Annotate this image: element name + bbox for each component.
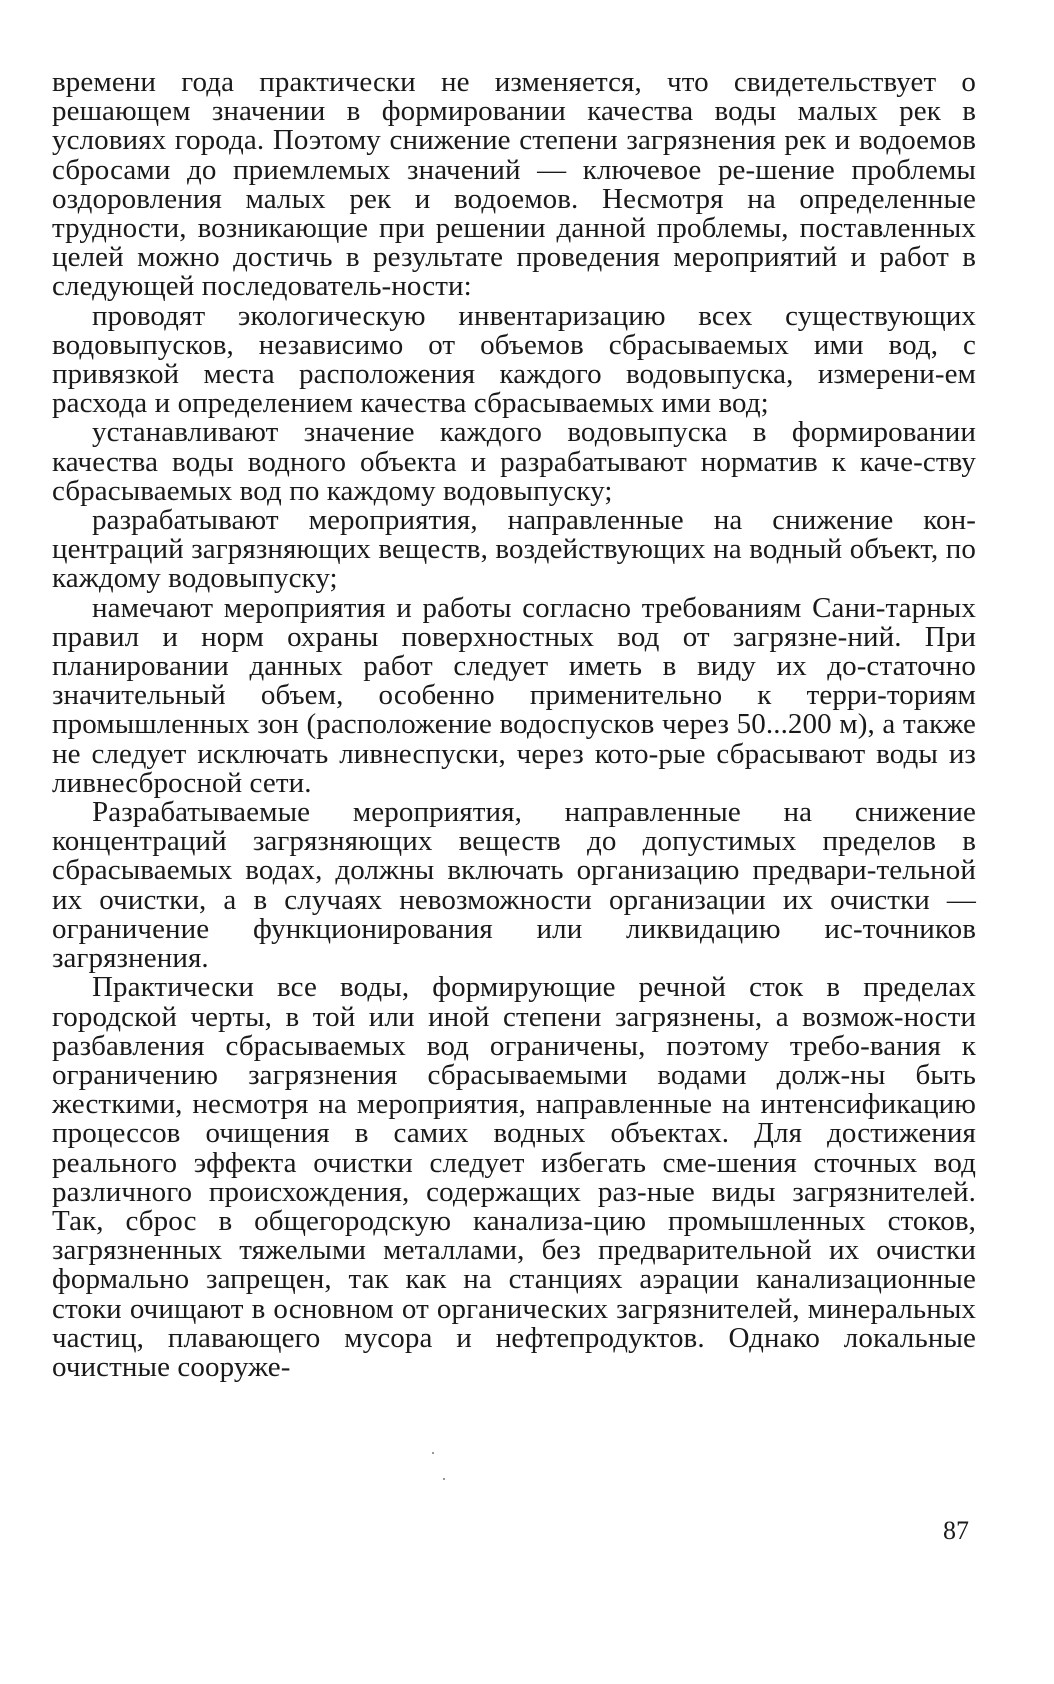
list-item-measures: разрабатывают мероприятия, направленные на снижение кон-центраций загрязняющих веществ, воздействующих на водный объект, по каждому водовыпуску; — [52, 504, 976, 595]
page-body — [52, 68, 976, 1382]
list-item-standard: устанавливают значение каждого водовыпуска в формировании качества воды водного объекта и разрабатывают норматив к каче-ству сбрасываемых вод по каждому водовыпуску; — [52, 416, 976, 507]
scan-speck — [443, 1478, 445, 1480]
list-item-works: намечают мероприятия и работы согласно требованиям Сани-тарных правил и норм охраны поверхностных вод от загрязне-ний. При планировании данных работ следует иметь в виду их до-статочно значительный объем, особенно применительно к терри-ториям промышленных зон (расположение водоспусков через 50...200 м), а также не следует исключать ливнеспуски, через кото-рые сбрасывают воды из ливнесбросной сети. — [52, 591, 976, 799]
paragraph-requirements: Практически все воды, формирующие речной сток в пределах городской черты, в той или иной степени загрязнены, а возмож-ности разбавления сбрасываемых вод ограничены, поэтому требо-вания к ограничению загрязнения сбрасываемыми водами долж-ны быть жесткими, несмотря на мероприятия, направленные на интенсификацию процессов очищения в самих водных объектах. Для достижения реального эффекта очистки следует избегать сме-шения сточных вод различного происхождения, содержащих раз-ные виды загрязнителей. Так, сброс в общегородскую канализа-цию промышленных стоков, загрязненных тяжелыми металлами, без предварительной их очистки формально запрещен, так как на станциях аэрации канализационные стоки очищают в основном от органических загрязнителей, минеральных частиц, плавающего мусора и нефтепродуктов. Однако локальные очистные сооруже- — [52, 971, 976, 1383]
page-number: 87 — [943, 1516, 969, 1545]
paragraph-intro: времени года практически не изменяется, что свидетельствует о решающем значении в формировании качества воды малых рек в условиях города. Поэтому снижение степени загрязнения рек и водоемов сбросами до приемлемых значений — ключевое ре-шение проблемы оздоровления малых рек и водоемов. Несмотря на определенные трудности, возникающие при решении данной проблемы, поставленных целей можно достичь в результате проведения мероприятий и работ в следующей последователь-ности: — [52, 66, 976, 303]
paragraph-measures: Разрабатываемые мероприятия, направленные на снижение концентраций загрязняющих веществ до допустимых пределов в сбрасываемых водах, должны включать организацию предвари-тельной их очистки, а в случаях невозможности организации их очистки — ограничение функционирования или ликвидацию ис-точников загрязнения. — [52, 796, 976, 975]
scan-speck — [432, 1452, 434, 1454]
list-item-inventory: проводят экологическую инвентаризацию всех существующих водовыпусков, независимо от объемов сбрасываемых ими вод, с привязкой места расположения каждого водовыпуска, измерени-ем расхода и определением качества сбрасываемых ими вод; — [52, 299, 976, 420]
